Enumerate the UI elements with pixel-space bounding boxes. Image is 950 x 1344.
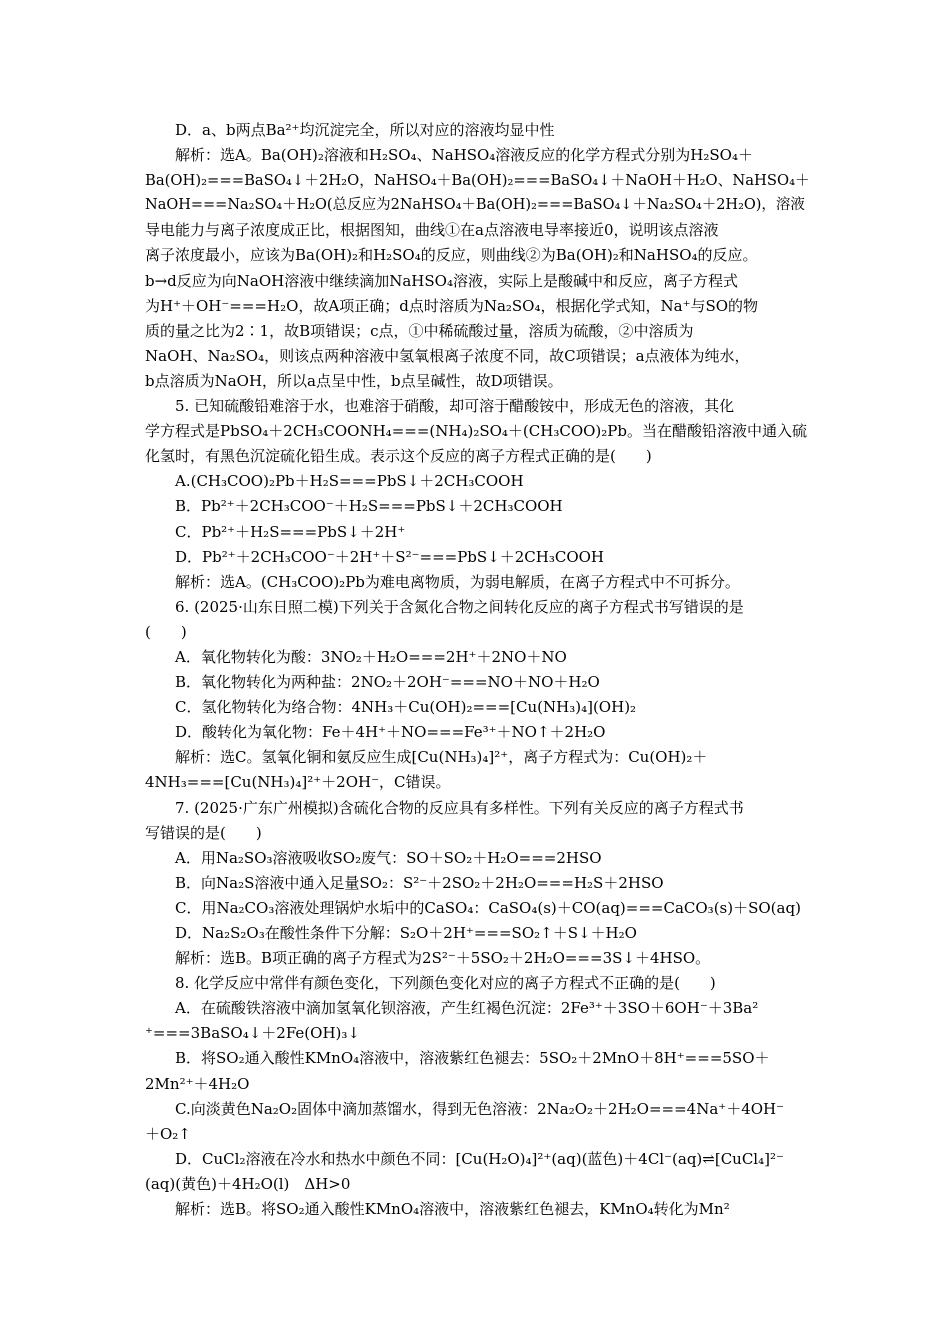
text-line: 化氢时，有黑色沉淀硫化铅生成。表示这个反应的离子方程式正确的是( ) xyxy=(145,447,652,466)
text-line: 2Mn²⁺＋4H₂O xyxy=(145,1074,250,1093)
text-line: NaOH、Na₂SO₄，则该点两种溶液中氢氧根离子浓度不同，故C项错误；a点液体为纯水， xyxy=(145,346,750,365)
q8-option-a: A．在硫酸铁溶液中滴加氢氧化钡溶液，产生红褐色沉淀：2Fe³⁺＋3SO＋6OH⁻＋3Ba² xyxy=(175,999,759,1018)
q5-option-b: B．Pb²⁺＋2CH₃COO⁻＋H₂S===PbS↓＋2CH₃COOH xyxy=(175,497,563,516)
text-line: 离子浓度最小，应该为Ba(OH)₂和H₂SO₄的反应，则曲线②为Ba(OH)₂和NaHSO₄的反应。 xyxy=(145,246,758,265)
q4-option-d: D．a、b两点Ba²⁺均沉淀完全，所以对应的溶液均显中性 xyxy=(175,121,555,139)
text-line: b点溶质为NaOH，所以a点呈中性，b点呈碱性，故D项错误。 xyxy=(145,371,563,390)
text-line: (aq)(黄色)＋4H₂O(l) ΔH>0 xyxy=(145,1174,351,1193)
q6-option-b: B．氧化物转化为两种盐：2NO₂＋2OH⁻===NO＋NO＋H₂O xyxy=(175,673,600,692)
q4-analysis: 解析：选A。Ba(OH)₂溶液和H₂SO₄、NaHSO₄溶液反应的化学方程式分别为H₂SO₄＋ xyxy=(175,146,753,165)
text-line: b→d反应为向NaOH溶液中继续滴加NaHSO₄溶液，实际上是酸碱中和反应，离子方程式 xyxy=(145,271,738,290)
q5-option-d: D．Pb²⁺＋2CH₃COO⁻＋2H⁺＋S²⁻===PbS↓＋2CH₃COOH xyxy=(175,547,605,566)
q6-option-c: C．氢化物转化为络合物：4NH₃＋Cu(OH)₂===[Cu(NH₃)₄](OH)₂ xyxy=(175,698,637,717)
q7-option-c: C．用Na₂CO₃溶液处理锅炉水垢中的CaSO₄：CaSO₄(s)＋CO(aq)===CaCO₃(s)＋SO(aq) xyxy=(175,898,801,917)
q5-option-c: C．Pb²⁺＋H₂S===PbS↓＋2H⁺ xyxy=(175,522,406,541)
q5-analysis: 解析：选A。(CH₃COO)₂Pb为难电离物质，为弱电解质，在离子方程式中不可拆分。 xyxy=(175,572,740,591)
q8-option-c: C.向淡黄色Na₂O₂固体中滴加蒸馏水，得到无色溶液：2Na₂O₂＋2H₂O===4Na⁺＋4OH⁻ xyxy=(175,1099,785,1118)
q6-analysis: 解析：选C。氢氧化铜和氨反应生成[Cu(NH₃)₄]²⁺，离子方程式为：Cu(OH)₂＋ xyxy=(175,748,708,767)
q7-option-a: A．用Na₂SO₃溶液吸收SO₂废气：SO＋SO₂＋H₂O===2HSO xyxy=(175,848,602,867)
q8-option-d: D．CuCl₂溶液在冷水和热水中颜色不同：[Cu(H₂O)₄]²⁺(aq)(蓝色)＋4Cl⁻(aq)⇌[CuCl₄]²⁻ xyxy=(175,1149,784,1168)
q7-option-b: B．向Na₂S溶液中通入足量SO₂：S²⁻＋2SO₂＋2H₂O===H₂S＋2HSO xyxy=(175,873,664,892)
question-8-stem: 8. 化学反应中常伴有颜色变化，下列颜色变化对应的离子方程式不正确的是( ) xyxy=(175,974,716,993)
text-line: 4NH₃===[Cu(NH₃)₄]²⁺＋2OH⁻，C错误。 xyxy=(145,773,451,792)
text-line: ＋O₂↑ xyxy=(145,1124,191,1143)
question-5-stem: 5. 已知硫酸铅难溶于水，也难溶于硝酸，却可溶于醋酸铵中，形成无色的溶液，其化 xyxy=(175,397,735,416)
q5-option-a: A.(CH₃COO)₂Pb＋H₂S===PbS↓＋2CH₃COOH xyxy=(175,472,524,491)
text-line: 学方程式是PbSO₄＋2CH₃COONH₄===(NH₄)₂SO₄＋(CH₃COO)₂Pb。当在醋酸铅溶液中通入硫 xyxy=(145,422,807,441)
text-line: 质的量之比为2∶1，故B项错误；c点，①中稀硫酸过量，溶质为硫酸，②中溶质为 xyxy=(145,321,694,340)
text-line: 写错误的是( ) xyxy=(145,823,262,842)
text-line: ( ) xyxy=(145,622,187,641)
question-7-stem: 7. (2025·广东广州模拟)含硫化合物的反应具有多样性。下列有关反应的离子方程式书 xyxy=(175,798,744,817)
text-line: NaOH===Na₂SO₄＋H₂O(总反应为2NaHSO₄＋Ba(OH)₂===BaSO₄↓＋Na₂SO₄＋2H₂O)，溶液 xyxy=(145,197,805,214)
q7-option-d: D．Na₂S₂O₃在酸性条件下分解：S₂O＋2H⁺===SO₂↑＋S↓＋H₂O xyxy=(175,924,637,942)
q8-option-b: B．将SO₂通入酸性KMnO₄溶液中，溶液紫红色褪去：5SO₂＋2MnO＋8H⁺===5SO＋ xyxy=(175,1049,770,1068)
text-line: ⁺===3BaSO₄↓＋2Fe(OH)₃↓ xyxy=(145,1024,360,1043)
q8-analysis: 解析：选B。将SO₂通入酸性KMnO₄溶液中，溶液紫红色褪去，KMnO₄转化为Mn² xyxy=(175,1200,730,1219)
text-line: 为H⁺＋OH⁻===H₂O，故A项正确；d点时溶质为Na₂SO₄，根据化学式知，Na⁺与SO的物 xyxy=(145,296,759,315)
q6-option-d: D．酸转化为氧化物：Fe＋4H⁺＋NO===Fe³⁺＋NO↑＋2H₂O xyxy=(175,723,606,742)
document-page xyxy=(145,118,813,1222)
text-line: Ba(OH)₂===BaSO₄↓＋2H₂O，NaHSO₄＋Ba(OH)₂===BaSO₄↓＋NaOH＋H₂O、NaHSO₄＋ xyxy=(145,172,810,190)
question-6-stem: 6. (2025·山东日照二模)下列关于含氮化合物之间转化反应的离子方程式书写错误的是 xyxy=(175,597,744,616)
q7-analysis: 解析：选B。B项正确的离子方程式为2S²⁻＋5SO₂＋2H₂O===3S↓＋4HSO。 xyxy=(175,949,711,968)
text-line: 导电能力与离子浓度成正比，根据图知，曲线①在a点溶液电导率接近0，说明该点溶液 xyxy=(145,221,719,240)
q6-option-a: A．氧化物转化为酸：3NO₂＋H₂O===2H⁺＋2NO＋NO xyxy=(175,647,567,666)
